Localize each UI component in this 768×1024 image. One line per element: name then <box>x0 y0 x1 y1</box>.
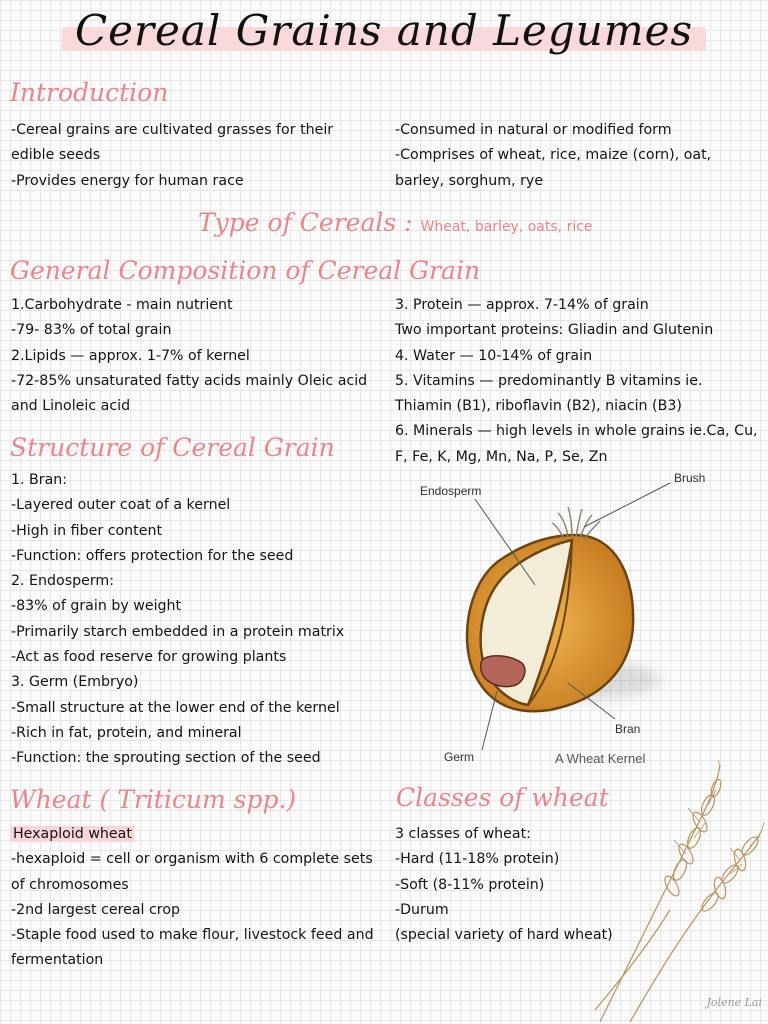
text-line: -Cereal grains are cultivated grasses for their <box>11 122 334 138</box>
label-brush: Brush <box>674 471 706 485</box>
composition-right-text <box>395 293 767 470</box>
label-endosperm: Endosperm <box>420 484 482 498</box>
wheat-text <box>11 822 389 974</box>
text-line: 2. Endosperm: <box>11 573 114 590</box>
type-of-cereals-heading: Type of Cereals : <box>198 208 413 237</box>
text-line: and Linoleic acid <box>11 398 131 415</box>
introduction-heading: Introduction <box>10 78 169 107</box>
text-line: 6. Minerals — high levels in whole grains ie.Ca, Cu, <box>395 423 758 440</box>
text-line: -Hard (11-18% protein) <box>395 851 560 868</box>
text-line: 4. Water — 10-14% of grain <box>395 347 593 364</box>
text-line: 1.Carbohydrate - main nutrient <box>11 297 233 313</box>
wheat-stalk-illustration <box>590 760 765 1022</box>
text-line: Thiamin (B1), riboflavin (B2), niacin (B3) <box>395 398 682 415</box>
classes-heading: Classes of wheat <box>396 783 609 812</box>
text-line: -Layered outer coat of a kernel <box>11 497 231 514</box>
intro-right-text <box>395 118 765 194</box>
structure-text <box>11 468 386 772</box>
text-line: -2nd largest cereal crop <box>11 901 181 918</box>
author-signature: Jolene Lai <box>706 996 762 1009</box>
text-line: -Rich in fat, protein, and mineral <box>11 724 242 741</box>
text-line: 5. Vitamins — predominantly B vitamins ie. <box>395 372 703 389</box>
wheat-heading: Wheat ( Triticum spp.) <box>10 785 297 814</box>
text-line: -Small structure at the lower end of the kernel <box>11 699 340 716</box>
text-line: 1. Bran: <box>11 472 68 488</box>
text-line: 3. Protein — approx. 7-14% of grain <box>395 297 649 313</box>
text-line: -79- 83% of total grain <box>11 322 172 339</box>
label-bran: Bran <box>615 722 641 736</box>
page-title: Cereal Grains and Legumes <box>74 6 694 55</box>
label-germ: Germ <box>444 750 474 764</box>
text-line: -Function: offers protection for the seed <box>11 547 294 564</box>
text-line: of chromosomes <box>11 876 129 893</box>
intro-left-text <box>11 118 386 194</box>
text-line: -Primarily starch embedded in a protein matrix <box>11 623 345 640</box>
text-line: -Staple food used to make flour, livestock feed and <box>11 927 374 944</box>
text-line: F, Fe, K, Mg, Mn, Na, P, Se, Zn <box>395 448 608 465</box>
text-line: 3 classes of wheat: <box>395 826 531 842</box>
diagram-caption: A Wheat Kernel <box>555 751 646 766</box>
text-line: 2.Lipids — approx. 1-7% of kernel <box>11 347 250 364</box>
structure-heading: Structure of Cereal Grain <box>10 433 335 462</box>
text-line: -Function: the sprouting section of the seed <box>11 750 321 767</box>
text-line: -Act as food reserve for growing plants <box>11 649 287 666</box>
composition-heading: General Composition of Cereal Grain <box>10 256 481 285</box>
text-line: barley, sorghum, rye <box>395 172 544 189</box>
text-line: fermentation <box>11 952 104 969</box>
text-line: -High in fiber content <box>11 522 163 539</box>
text-line: -hexaploid = cell or organism with 6 complete sets <box>11 851 373 868</box>
text-line: -72-85% unsaturated fatty acids mainly Oleic acid <box>11 372 368 389</box>
text-line: -83% of grain by weight <box>11 598 182 615</box>
composition-left-text <box>11 293 391 419</box>
type-of-cereals-line <box>198 208 593 237</box>
text-line: -Soft (8-11% protein) <box>395 876 545 893</box>
text-line: -Consumed in natural or modified form <box>395 122 672 138</box>
text-line: Two important proteins: Gliadin and Glutenin <box>395 322 714 339</box>
hexaploid-line <box>11 822 389 847</box>
text-line: 3. Germ (Embryo) <box>11 674 139 691</box>
text-line: -Durum <box>395 901 449 918</box>
text-line: -Comprises of wheat, rice, maize (corn), oat, <box>395 147 712 164</box>
hexaploid-subheading: Hexaploid wheat <box>13 826 132 842</box>
text-line: edible seeds <box>11 147 101 164</box>
wheat-kernel-diagram <box>400 465 730 775</box>
text-line: -Provides energy for human race <box>11 172 244 189</box>
cereal-types-list: Wheat, barley, oats, rice <box>420 219 593 235</box>
text-line: (special variety of hard wheat) <box>395 927 613 944</box>
